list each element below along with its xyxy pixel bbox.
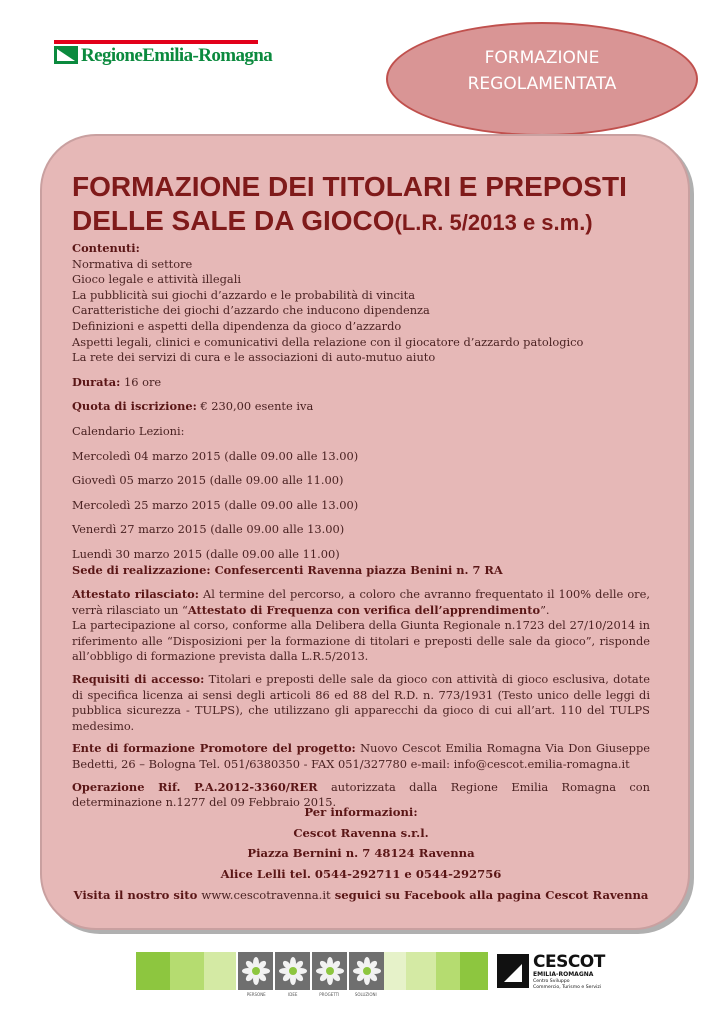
cescot-logo-text — [533, 954, 605, 991]
attestato-text: Al termine del percorso, a coloro che avranno frequentato il 100% delle ore, verrà rilasciato un “ — [72, 587, 650, 617]
course-details — [72, 241, 650, 811]
title-line-1: FORMAZIONE DEI TITOLARI E PREPOSTI — [72, 171, 627, 202]
badge-line-2: REGOLAMENTATA — [467, 74, 617, 94]
attestato-bold: Attestato di Frequenza con verifica dell’apprendimento — [187, 602, 541, 617]
lesson-date: Mercoledì 25 marzo 2015 (dalle 09.00 alle 13.00) — [72, 497, 359, 512]
attestato-paragraph: La partecipazione al corso, conforme alla Delibera della Giunta Regionale n.1723 del 27/10/2014 in riferimento alle “Disposizioni per la formazione di titolari e preposti delle sale da gioco”, risponde all’obbligo di formazione prevista dalla L.R.5/2013. — [72, 618, 650, 664]
list-item: Caratteristiche dei giochi d’azzardo che inducono dipendenza — [72, 303, 430, 318]
cescot-desc-2: Commercio, Turismo e Servizi — [533, 985, 602, 990]
category-badge — [386, 22, 698, 136]
flower-label: SOLUZIONI — [354, 992, 377, 997]
durata-value: 16 ore — [124, 374, 162, 389]
info-address: Piazza Bernini n. 7 48124 Ravenna — [247, 846, 475, 861]
website-link[interactable]: www.cescotravenna.it — [201, 887, 331, 902]
calendario-label: Calendario Lezioni: — [72, 423, 185, 438]
quota — [72, 399, 650, 415]
cescot-logo-icon — [497, 954, 529, 988]
lesson-date: Venerdì 27 marzo 2015 (dalle 09.00 alle 13.00) — [72, 522, 345, 537]
info-company: Cescot Ravenna s.r.l. — [293, 825, 429, 840]
title-main: DELLE SALE DA GIOCO — [72, 205, 395, 236]
badge-line-1: FORMAZIONE — [484, 48, 600, 68]
daisy-icon — [312, 952, 347, 990]
list-item: La rete dei servizi di cura e le associazioni di auto-mutuo aiuto — [72, 350, 436, 365]
list-item: Aspetti legali, clinici e comunicativi della relazione con il giocatore d’azzardo patologico — [72, 334, 584, 349]
lesson-date: Mercoledì 04 marzo 2015 (dalle 09.00 alle 13.00) — [72, 448, 359, 463]
quota-label: Quota di iscrizione: — [72, 399, 197, 414]
list-item: Normativa di settore — [72, 256, 193, 271]
info-visit — [72, 885, 650, 906]
contact-info — [72, 802, 650, 906]
list-item: Gioco legale e attività illegali — [72, 272, 241, 287]
cescot-region: EMILIA-ROMAGNA — [533, 971, 594, 978]
logo-mark-icon — [54, 46, 78, 64]
lesson-date: Luendì 30 marzo 2015 (dalle 09.00 alle 11.00) — [72, 546, 340, 561]
sede: Sede di realizzazione: Confesercenti Ravenna piazza Benini n. 7 RA — [72, 562, 503, 577]
attestato-text-end: ”. — [540, 602, 550, 617]
flower-label: PERSONE — [246, 992, 266, 997]
flower-label: PROGETTI — [319, 992, 340, 997]
durata-label: Durata: — [72, 374, 121, 389]
regione-logo — [54, 40, 273, 68]
requisiti-text: Titolari e preposti delle sale da gioco con attività di gioco esclusiva, dotate di specifica licenza ai sensi degli articoli 86 ed 88 del R.D. n. 773/1931 (Testo unico delle leggi di pubblica sicurezza - TULPS), che utilizzano gli apparecchi da gioco di cui all’art. 110 del TULPS medesimo. — [72, 672, 650, 733]
requisiti — [72, 672, 650, 734]
title-law: (L.R. 5/2013 e s.m.) — [394, 210, 593, 235]
cescot-name: CESCOT — [533, 952, 605, 972]
lesson-date: Giovedì 05 marzo 2015 (dalle 09.00 alle 11.00) — [72, 473, 344, 488]
flowers-strip — [238, 952, 384, 990]
title-line-2 — [72, 204, 682, 240]
operazione-label: Operazione Rif. P.A.2012-3360/RER — [72, 779, 318, 794]
info-heading: Per informazioni: — [304, 805, 418, 819]
requisiti-label: Requisiti di accesso: — [72, 672, 205, 687]
page-title — [72, 170, 682, 240]
durata — [72, 375, 650, 391]
list-item: Definizioni e aspetti della dipendenza da gioco d’azzardo — [72, 318, 402, 333]
daisy-icon — [275, 952, 310, 990]
logo-text: RegioneEmilia-Romagna — [81, 45, 273, 66]
ente — [72, 741, 650, 772]
daisy-icon — [349, 952, 384, 990]
list-item: La pubblicità sui giochi d’azzardo e le probabilità di vincita — [72, 287, 416, 302]
visit-label: Visita il nostro sito — [73, 887, 202, 902]
ente-label: Ente di formazione Promotore del progetto: — [72, 741, 356, 756]
facebook-text: seguici su Facebook alla pagina Cescot Ravenna — [330, 887, 649, 902]
attestato — [72, 587, 650, 618]
footer — [0, 952, 724, 1002]
daisy-icon — [238, 952, 273, 990]
flower-label: IDEE — [288, 992, 298, 997]
operazione-text: autorizzata dalla Regione Emilia Romagna con determinazione n.1277 del 09 Febbraio 2015. — [72, 779, 650, 810]
logo-red-bar — [54, 40, 258, 44]
attestato-label: Attestato rilasciato: — [72, 587, 199, 602]
quota-value: € 230,00 esente iva — [200, 399, 314, 414]
flower-labels — [238, 992, 384, 997]
info-contact: Alice Lelli tel. 0544-292711 e 0544-292756 — [220, 867, 502, 882]
ente-text: Nuovo Cescot Emilia Romagna Via Don Giuseppe Bedetti, 26 – Bologna Tel. 051/6380350 - FAX 051/327780 e-mail: info@cescot.emilia-romagna.it — [72, 741, 650, 772]
cescot-desc-1: Centro Sviluppo — [533, 979, 570, 984]
contenuti-label: Contenuti: — [72, 241, 140, 255]
